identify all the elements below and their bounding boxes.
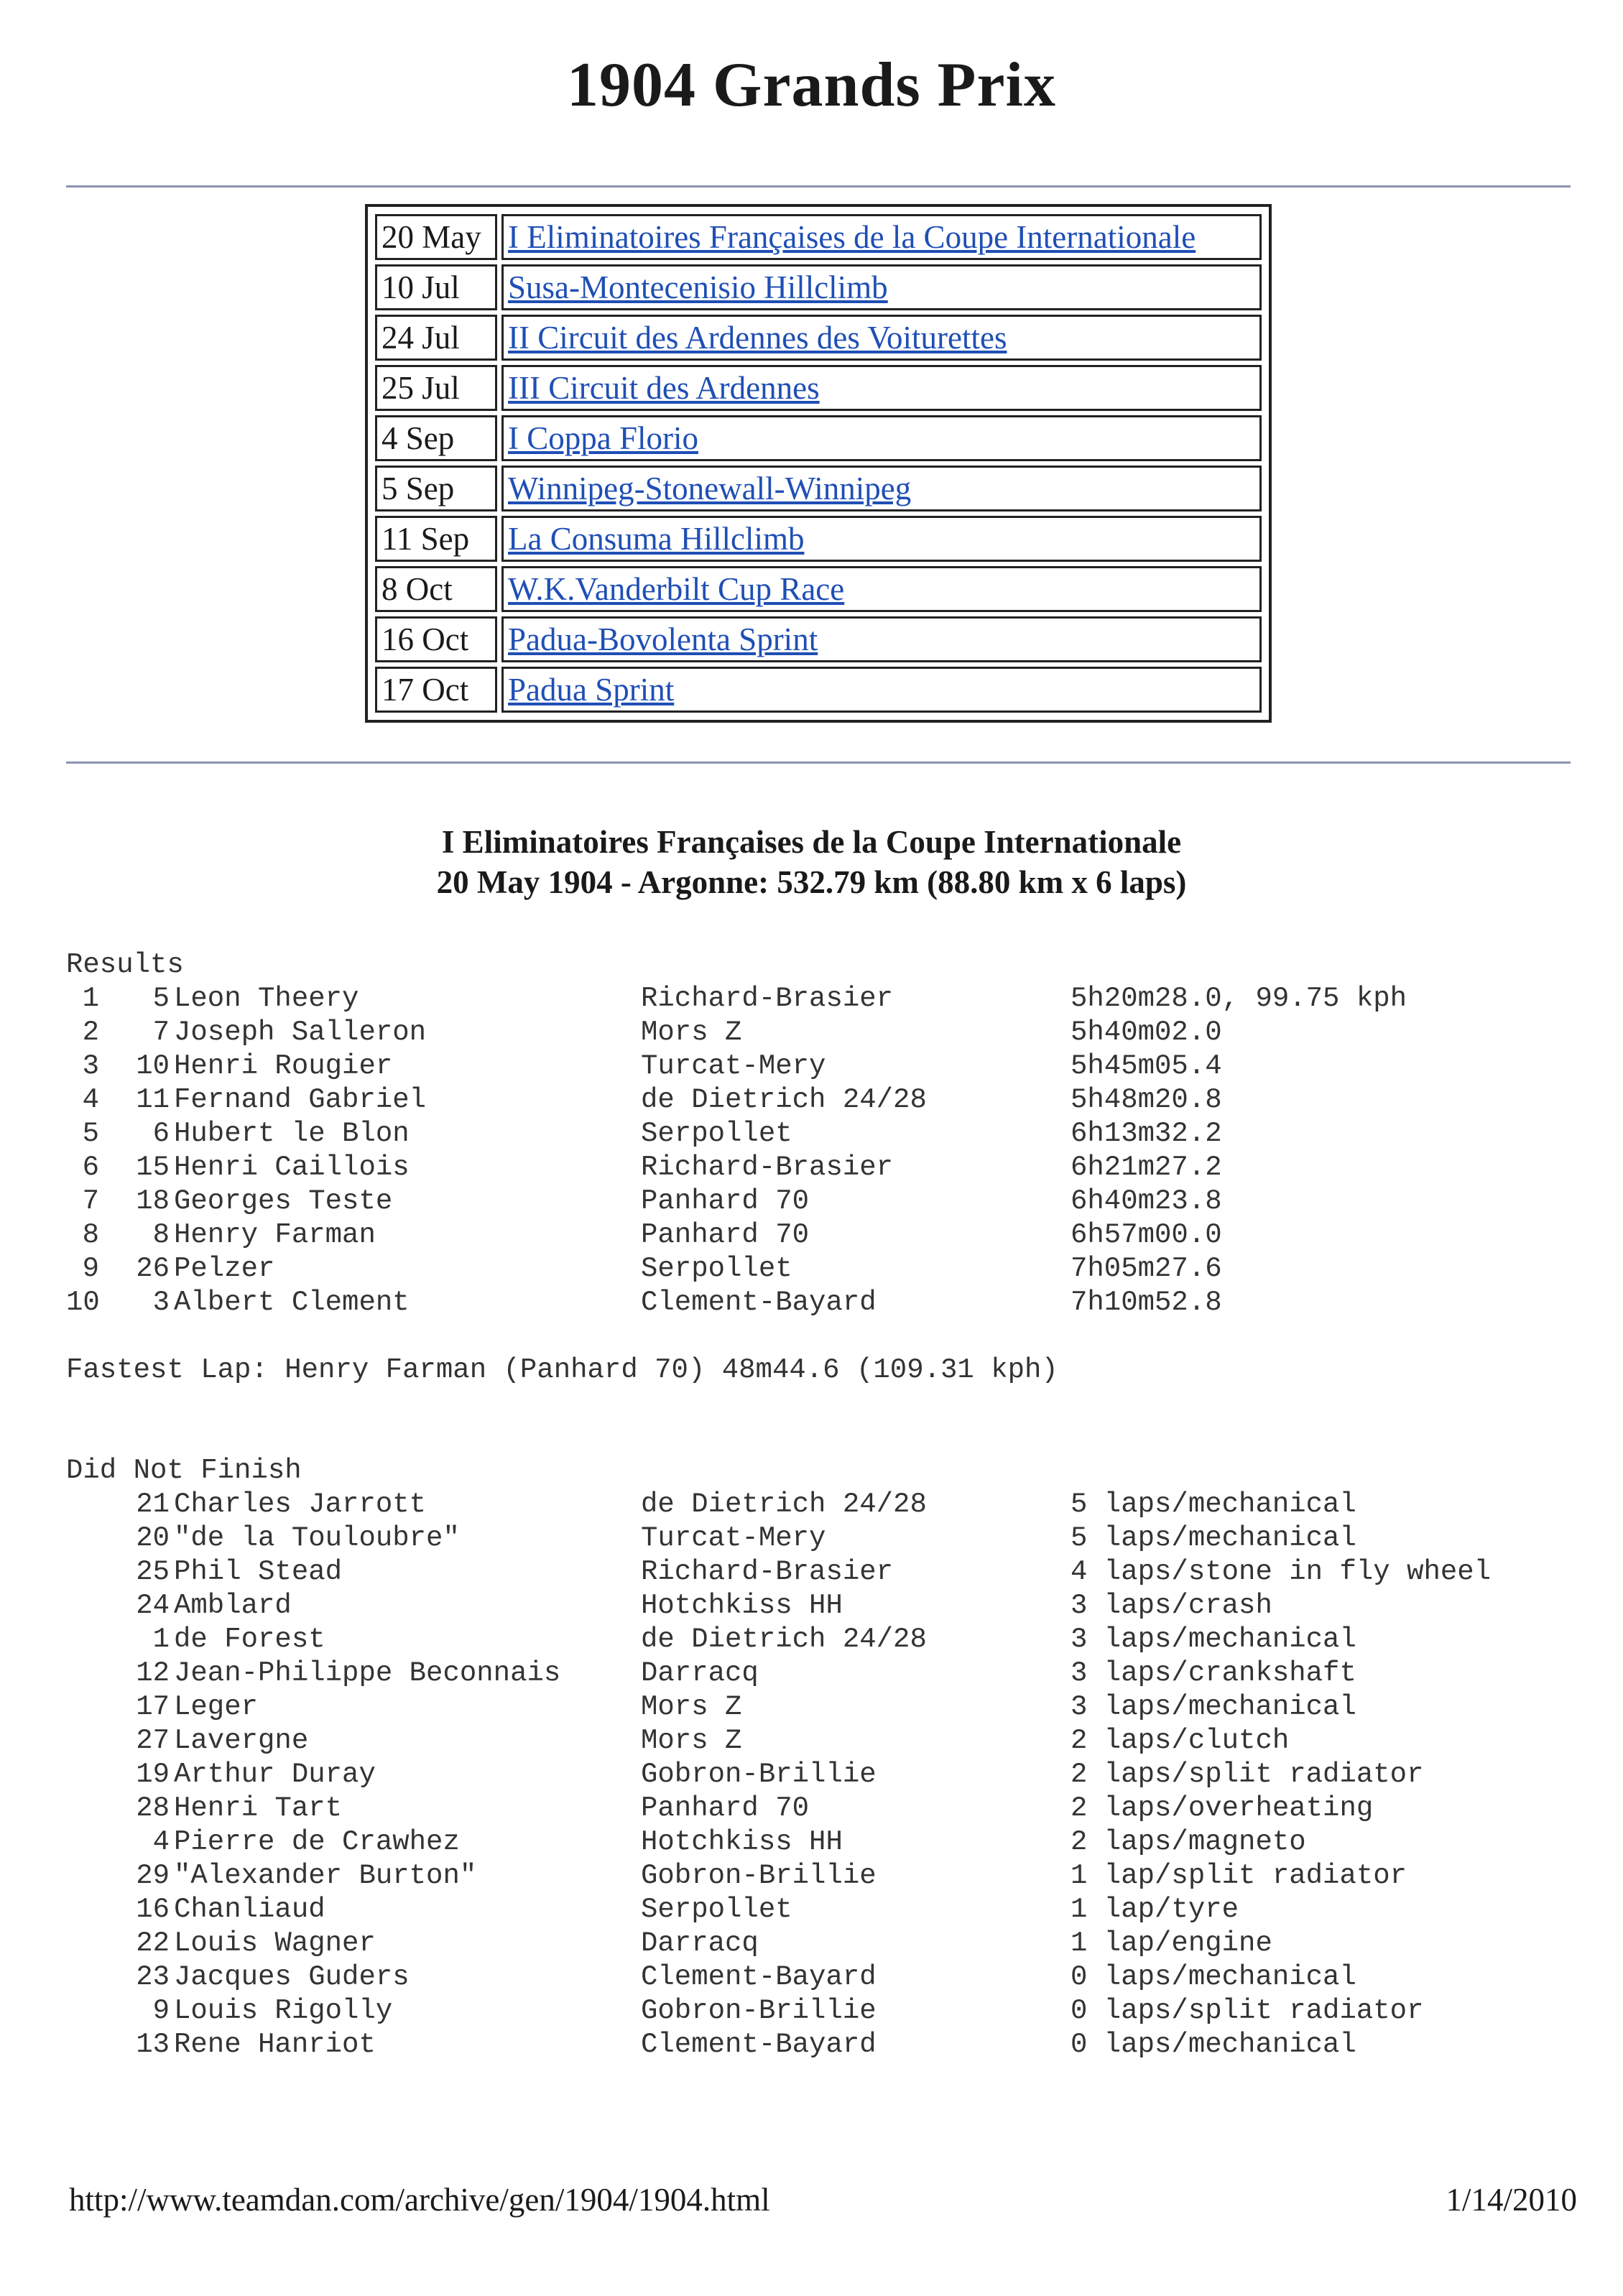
dnf-car-number: 24 xyxy=(136,1590,170,1621)
result-time: 5h40m02.0 xyxy=(1071,1017,1222,1048)
result-driver: Hubert le Blon xyxy=(174,1118,410,1149)
dnf-row xyxy=(66,1623,1356,1657)
schedule-event-link[interactable]: Padua Sprint xyxy=(508,672,675,708)
result-car-number: 3 xyxy=(152,1287,170,1318)
result-position: 7 xyxy=(82,1185,99,1217)
dnf-row xyxy=(66,1859,1407,1893)
dnf-driver: Leger xyxy=(174,1691,259,1723)
result-time: 7h10m52.8 xyxy=(1071,1287,1222,1318)
result-car: Richard-Brasier xyxy=(641,1152,894,1183)
dnf-driver: Lavergne xyxy=(174,1725,309,1756)
dnf-row xyxy=(66,1758,1424,1792)
result-time: 5h48m20.8 xyxy=(1071,1084,1222,1116)
result-row xyxy=(66,1083,1222,1117)
schedule-event-cell xyxy=(501,315,1262,361)
result-time: 6h13m32.2 xyxy=(1071,1118,1222,1149)
schedule-row xyxy=(375,415,1262,461)
dnf-car: Mors Z xyxy=(641,1691,742,1723)
dnf-heading: Did Not Finish xyxy=(66,1455,302,1486)
schedule-row xyxy=(375,365,1262,411)
dnf-reason: 4 laps/stone in fly wheel xyxy=(1071,1556,1492,1588)
dnf-driver: Jean-Philippe Beconnais xyxy=(174,1657,561,1689)
result-position: 5 xyxy=(82,1118,99,1149)
dnf-row xyxy=(66,1657,1356,1690)
schedule-date: 10 Jul xyxy=(375,264,497,310)
schedule-event-cell xyxy=(501,466,1262,511)
result-driver: Fernand Gabriel xyxy=(174,1084,427,1116)
schedule-date: 17 Oct xyxy=(375,667,497,713)
dnf-car-number: 23 xyxy=(136,1961,170,1993)
result-car: Serpollet xyxy=(641,1253,792,1284)
dnf-car: Clement-Bayard xyxy=(641,2029,877,2060)
schedule-event-link[interactable]: III Circuit des Ardennes xyxy=(508,370,820,406)
dnf-car: Darracq xyxy=(641,1657,759,1689)
dnf-reason: 5 laps/mechanical xyxy=(1071,1489,1356,1520)
result-time: 7h05m27.6 xyxy=(1071,1253,1222,1284)
top-divider xyxy=(66,185,1571,188)
result-time: 6h21m27.2 xyxy=(1071,1152,1222,1183)
result-car-number: 15 xyxy=(136,1152,170,1183)
dnf-reason: 3 laps/crash xyxy=(1071,1590,1272,1621)
result-car-number: 26 xyxy=(136,1253,170,1284)
result-car-number: 8 xyxy=(152,1219,170,1251)
dnf-row xyxy=(66,1589,1272,1623)
schedule-date: 20 May xyxy=(375,214,497,260)
dnf-car-number: 4 xyxy=(152,1826,170,1858)
race-header xyxy=(0,822,1623,902)
schedule-row xyxy=(375,466,1262,511)
result-car: Mors Z xyxy=(641,1017,742,1048)
dnf-car: Gobron-Brillie xyxy=(641,1995,877,2027)
schedule-date: 24 Jul xyxy=(375,315,497,361)
dnf-driver: Chanliaud xyxy=(174,1894,325,1925)
results-section xyxy=(66,948,1407,1387)
dnf-car-number: 28 xyxy=(136,1792,170,1824)
schedule-row xyxy=(375,315,1262,361)
dnf-car: Turcat-Mery xyxy=(641,1522,826,1554)
result-row xyxy=(66,1185,1222,1218)
schedule-date: 25 Jul xyxy=(375,365,497,411)
schedule-row xyxy=(375,616,1262,662)
results-heading: Results xyxy=(66,949,184,981)
dnf-car: Gobron-Brillie xyxy=(641,1759,877,1790)
result-position: 8 xyxy=(82,1219,99,1251)
dnf-reason: 1 lap/tyre xyxy=(1071,1894,1239,1925)
dnf-driver: "de la Touloubre" xyxy=(174,1522,460,1554)
dnf-row xyxy=(66,1825,1306,1859)
dnf-car: Hotchkiss HH xyxy=(641,1826,843,1858)
result-position: 3 xyxy=(82,1050,99,1082)
dnf-driver: Louis Rigolly xyxy=(174,1995,393,2027)
dnf-row xyxy=(66,1792,1374,1825)
result-position: 1 xyxy=(82,983,99,1014)
result-driver: Albert Clement xyxy=(174,1287,410,1318)
result-position: 4 xyxy=(82,1084,99,1116)
dnf-reason: 1 lap/split radiator xyxy=(1071,1860,1407,1892)
dnf-row xyxy=(66,1994,1424,2028)
dnf-car-number: 12 xyxy=(136,1657,170,1689)
result-car-number: 11 xyxy=(136,1084,170,1116)
result-time: 5h20m28.0, 99.75 kph xyxy=(1071,983,1407,1014)
result-row xyxy=(66,1151,1222,1185)
dnf-car-number: 29 xyxy=(136,1860,170,1892)
dnf-car: Gobron-Brillie xyxy=(641,1860,877,1892)
result-car: Turcat-Mery xyxy=(641,1050,826,1082)
schedule-row xyxy=(375,264,1262,310)
schedule-event-link[interactable]: I Eliminatoires Françaises de la Coupe Internationale xyxy=(508,219,1196,255)
fastest-lap: Fastest Lap: Henry Farman (Panhard 70) 48m44.6 (109.31 kph) xyxy=(66,1354,1058,1386)
dnf-reason: 3 laps/mechanical xyxy=(1071,1691,1356,1723)
dnf-reason: 3 laps/crankshaft xyxy=(1071,1657,1356,1689)
dnf-row xyxy=(66,1961,1356,1994)
result-driver: Henri Caillois xyxy=(174,1152,410,1183)
schedule-row xyxy=(375,516,1262,562)
dnf-driver: Rene Hanriot xyxy=(174,2029,376,2060)
result-row xyxy=(66,1286,1222,1320)
dnf-car: Mors Z xyxy=(641,1725,742,1756)
result-position: 2 xyxy=(82,1017,99,1048)
schedule-date: 11 Sep xyxy=(375,516,497,562)
result-driver: Leon Theery xyxy=(174,983,359,1014)
dnf-reason: 2 laps/split radiator xyxy=(1071,1759,1424,1790)
result-time: 6h57m00.0 xyxy=(1071,1219,1222,1251)
result-row xyxy=(66,1252,1222,1286)
dnf-car: Darracq xyxy=(641,1927,759,1959)
schedule-event-cell xyxy=(501,214,1262,260)
dnf-driver: Jacques Guders xyxy=(174,1961,410,1993)
dnf-car: de Dietrich 24/28 xyxy=(641,1624,927,1655)
dnf-car: Clement-Bayard xyxy=(641,1961,877,1993)
dnf-driver: Louis Wagner xyxy=(174,1927,376,1959)
result-driver: Henri Rougier xyxy=(174,1050,393,1082)
dnf-reason: 3 laps/mechanical xyxy=(1071,1624,1356,1655)
dnf-driver: Pierre de Crawhez xyxy=(174,1826,460,1858)
race-title: I Eliminatoires Françaises de la Coupe Internationale xyxy=(441,824,1182,860)
schedule-event-link[interactable]: II Circuit des Ardennes des Voiturettes xyxy=(508,320,1007,356)
schedule-event-link[interactable]: La Consuma Hillclimb xyxy=(508,521,805,557)
schedule-event-link[interactable]: Padua-Bovolenta Sprint xyxy=(508,621,818,657)
dnf-row xyxy=(66,1522,1356,1555)
result-car: Richard-Brasier xyxy=(641,983,894,1014)
dnf-driver: de Forest xyxy=(174,1624,325,1655)
dnf-driver: Amblard xyxy=(174,1590,292,1621)
dnf-section xyxy=(66,1454,1492,2062)
footer-url: http://www.teamdan.com/archive/gen/1904/1904.html xyxy=(69,2182,770,2218)
dnf-car-number: 20 xyxy=(136,1522,170,1554)
dnf-driver: Henri Tart xyxy=(174,1792,343,1824)
result-car: Clement-Bayard xyxy=(641,1287,877,1318)
schedule-date: 5 Sep xyxy=(375,466,497,511)
result-row xyxy=(66,1117,1222,1151)
race-schedule-table xyxy=(365,204,1272,723)
dnf-car: de Dietrich 24/28 xyxy=(641,1489,927,1520)
result-car: Panhard 70 xyxy=(641,1219,810,1251)
result-car: Serpollet xyxy=(641,1118,792,1149)
dnf-car: Richard-Brasier xyxy=(641,1556,894,1588)
dnf-car-number: 27 xyxy=(136,1725,170,1756)
dnf-row xyxy=(66,2028,1356,2062)
result-row xyxy=(66,982,1407,1016)
schedule-event-link[interactable]: I Coppa Florio xyxy=(508,420,698,456)
result-driver: Joseph Salleron xyxy=(174,1017,427,1048)
footer-date: 1/14/2010 xyxy=(1446,2182,1577,2218)
dnf-reason: 0 laps/mechanical xyxy=(1071,1961,1356,1993)
schedule-event-link[interactable]: Winnipeg-Stonewall-Winnipeg xyxy=(508,471,912,506)
result-row xyxy=(66,1218,1222,1252)
dnf-row xyxy=(66,1724,1290,1758)
schedule-event-cell xyxy=(501,516,1262,562)
dnf-row xyxy=(66,1690,1356,1724)
schedule-row xyxy=(375,667,1262,713)
dnf-driver: Phil Stead xyxy=(174,1556,343,1588)
schedule-event-cell xyxy=(501,616,1262,662)
schedule-event-cell xyxy=(501,415,1262,461)
dnf-reason: 2 laps/clutch xyxy=(1071,1725,1290,1756)
dnf-car-number: 21 xyxy=(136,1489,170,1520)
dnf-car-number: 13 xyxy=(136,2029,170,2060)
dnf-reason: 0 laps/split radiator xyxy=(1071,1995,1424,2027)
dnf-car-number: 25 xyxy=(136,1556,170,1588)
dnf-reason: 0 laps/mechanical xyxy=(1071,2029,1356,2060)
result-row xyxy=(66,1016,1222,1050)
result-car: de Dietrich 24/28 xyxy=(641,1084,927,1116)
schedule-event-cell xyxy=(501,566,1262,612)
dnf-car-number: 17 xyxy=(136,1691,170,1723)
result-position: 9 xyxy=(82,1253,99,1284)
dnf-reason: 2 laps/magneto xyxy=(1071,1826,1306,1858)
result-time: 5h45m05.4 xyxy=(1071,1050,1222,1082)
dnf-car: Panhard 70 xyxy=(641,1792,810,1824)
result-driver: Georges Teste xyxy=(174,1185,393,1217)
dnf-car-number: 1 xyxy=(152,1624,170,1655)
schedule-event-cell xyxy=(501,365,1262,411)
schedule-event-link[interactable]: Susa-Montecenisio Hillclimb xyxy=(508,269,888,305)
schedule-date: 16 Oct xyxy=(375,616,497,662)
result-car-number: 10 xyxy=(136,1050,170,1082)
race-subtitle: 20 May 1904 - Argonne: 532.79 km (88.80 km x 6 laps) xyxy=(436,864,1187,900)
result-row xyxy=(66,1050,1222,1083)
dnf-driver: Charles Jarrott xyxy=(174,1489,427,1520)
dnf-car-number: 9 xyxy=(152,1995,170,2027)
dnf-row xyxy=(66,1555,1492,1589)
dnf-driver: Arthur Duray xyxy=(174,1759,376,1790)
schedule-event-link[interactable]: W.K.Vanderbilt Cup Race xyxy=(508,571,845,607)
dnf-car-number: 19 xyxy=(136,1759,170,1790)
result-car-number: 5 xyxy=(152,983,170,1014)
result-car: Panhard 70 xyxy=(641,1185,810,1217)
dnf-car-number: 22 xyxy=(136,1927,170,1959)
dnf-reason: 1 lap/engine xyxy=(1071,1927,1272,1959)
bottom-divider xyxy=(66,762,1571,764)
schedule-date: 4 Sep xyxy=(375,415,497,461)
result-car-number: 7 xyxy=(152,1017,170,1048)
schedule-row xyxy=(375,566,1262,612)
schedule-row xyxy=(375,214,1262,260)
dnf-car: Hotchkiss HH xyxy=(641,1590,843,1621)
dnf-car: Serpollet xyxy=(641,1894,792,1925)
result-position: 6 xyxy=(82,1152,99,1183)
schedule-event-cell xyxy=(501,264,1262,310)
dnf-row xyxy=(66,1488,1356,1522)
result-position: 10 xyxy=(66,1287,100,1318)
schedule-date: 8 Oct xyxy=(375,566,497,612)
dnf-reason: 5 laps/mechanical xyxy=(1071,1522,1356,1554)
result-driver: Pelzer xyxy=(174,1253,275,1284)
result-time: 6h40m23.8 xyxy=(1071,1185,1222,1217)
dnf-reason: 2 laps/overheating xyxy=(1071,1792,1374,1824)
dnf-driver: "Alexander Burton" xyxy=(174,1860,477,1892)
dnf-row xyxy=(66,1893,1239,1927)
page-title: 1904 Grands Prix xyxy=(567,50,1056,120)
dnf-car-number: 16 xyxy=(136,1894,170,1925)
dnf-row xyxy=(66,1927,1272,1961)
schedule-event-cell xyxy=(501,667,1262,713)
result-car-number: 6 xyxy=(152,1118,170,1149)
result-driver: Henry Farman xyxy=(174,1219,376,1251)
result-car-number: 18 xyxy=(136,1185,170,1217)
